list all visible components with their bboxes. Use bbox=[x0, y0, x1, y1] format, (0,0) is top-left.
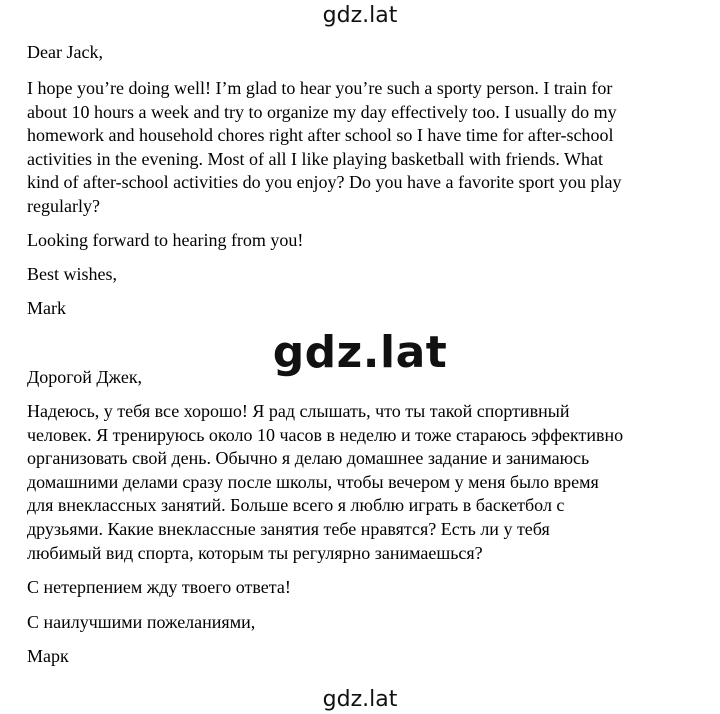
english-sign-off: Best wishes, bbox=[27, 264, 117, 284]
english-body-line: regularly? bbox=[27, 195, 100, 216]
russian-sign-off: С наилучшими пожеланиями, bbox=[27, 612, 256, 632]
russian-body-line: человек. Я тренируюсь около 10 часов в неделю и тоже стараюсь эффективно bbox=[27, 424, 624, 445]
english-body-line: I hope you’re doing well! I’m glad to hear you’re such a sporty person. I train for bbox=[27, 78, 613, 98]
english-greeting: Dear Jack, bbox=[27, 42, 103, 62]
russian-body-line: друзьями. Какие внеклассные занятия тебе нравятся? Есть ли у тебя bbox=[27, 518, 550, 539]
english-body-line: kind of after-school activities do you enjoy? Do you have a favorite sport you play bbox=[27, 172, 622, 193]
english-body-line: about 10 hours a week and try to organize my day effectively too. I usually do my bbox=[27, 101, 617, 122]
russian-body-line: организовать свой день. Обычно я делаю домашнее задание и занимаюсь bbox=[27, 448, 590, 469]
russian-body-line: Надеюсь, у тебя все хорошо! Я рад слышать, что ты такой спортивный bbox=[27, 401, 570, 421]
watermark-bottom: gdz.lat bbox=[322, 687, 398, 712]
russian-body-line: домашними делами сразу после школы, чтобы вечером у меня было время bbox=[27, 471, 599, 492]
english-body-line: homework and household chores right after school so I have time for after-school bbox=[27, 125, 614, 146]
watermark-top: gdz.lat bbox=[322, 3, 398, 28]
russian-body-line: для внеклассных занятий. Больше всего я люблю играть в баскетбол с bbox=[27, 495, 565, 516]
english-body bbox=[27, 77, 707, 219]
russian-body bbox=[27, 400, 707, 565]
english-closing-line: Looking forward to hearing from you! bbox=[27, 230, 304, 250]
watermark-middle: gdz.lat bbox=[272, 327, 448, 378]
russian-greeting: Дорогой Джек, bbox=[27, 367, 143, 387]
russian-body-line: любимый вид спорта, которым ты регулярно занимаешься? bbox=[27, 542, 483, 563]
russian-signature: Марк bbox=[27, 646, 69, 666]
english-signature: Mark bbox=[27, 298, 66, 318]
russian-closing-line: С нетерпением жду твоего ответа! bbox=[27, 577, 291, 597]
english-body-line: activities in the evening. Most of all I like playing basketball with friends. What bbox=[27, 148, 604, 169]
